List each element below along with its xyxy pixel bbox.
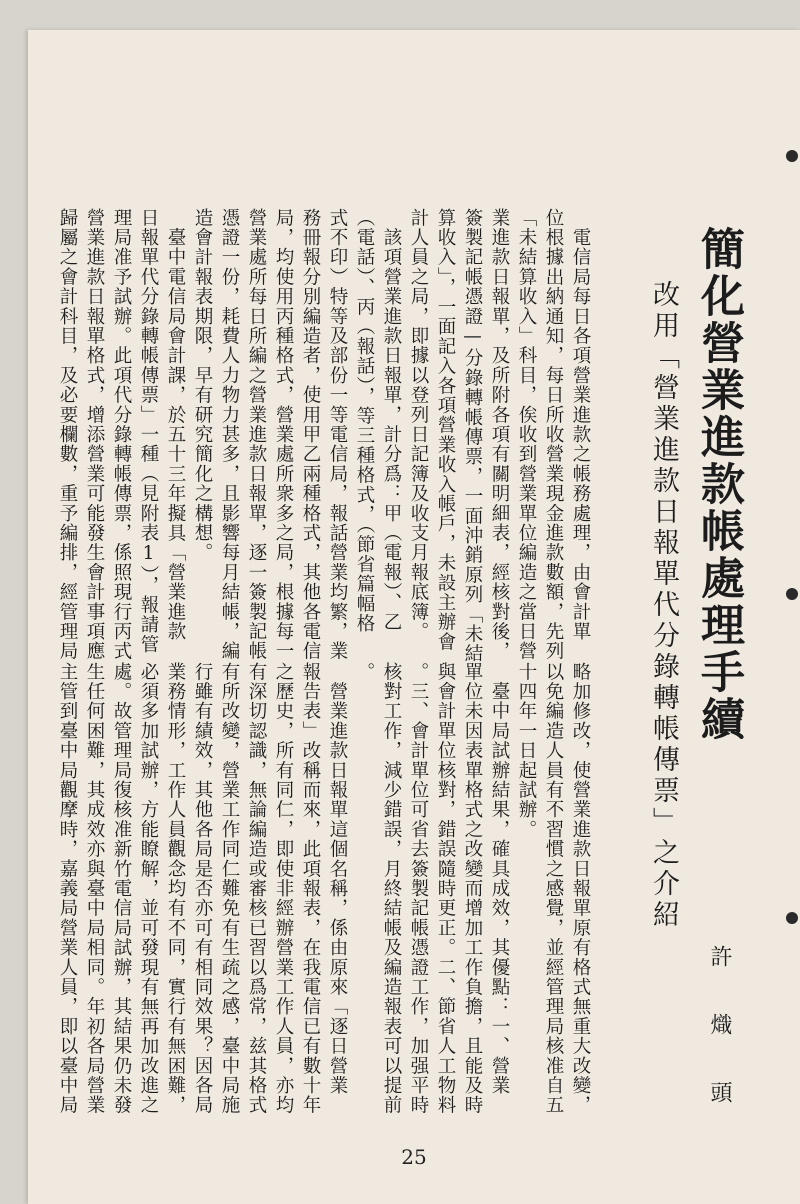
text-column: 營業處所每日所編之營業進款日報單，逐一簽製記帳 [246,208,267,662]
binding-hole [786,588,798,600]
text-column: 核對工作，減少錯誤，月終結帳及編造報表可以提前 [381,662,402,1116]
text-column: 臺中局試辦結果，確具成效，其優點：一、營業 [489,662,510,1096]
text-column: 業進款日報單，及所附各項有關明細表，經核對後， [489,208,510,662]
text-column: 有深切認識，無論編造或審核已習以爲常，兹其格式 [246,662,267,1116]
text-column: 主管到臺中局觀摩時，嘉義局營業人員，即以臺中局 [57,662,78,1116]
text-column: 單位未因表單格式之改變而增加工作負擔，且能及時 [462,662,483,1116]
text-column: 理局准予試辦。此項代分錄轉帳傳票，係照現行丙式 [111,208,132,662]
text-column: 「未結算收入」科目，俟收到營業單位編造之當日營 [516,208,537,662]
text-column: 。 [354,662,375,682]
text-column: 計人員之局，即據以登列日記簿及收支月報底簿。 [408,208,429,642]
text-column: 憑證一份，耗費人力物力甚多，且影響每月結帳，編 [219,208,240,662]
text-column: 營業進款日報單格式，增添營業可能發生會計事項應 [84,208,105,662]
text-column: 歸屬之會計科目，及必要欄數，重予編排，經管理局 [57,208,78,662]
text-column: 電信局每日各項營業進款之帳務處理，由會計單 [570,208,591,642]
text-column: 業務情形，工作人員觀念均有不同，實行有無困難， [165,662,186,1116]
text-column: 算收入」，一面記入各項營業收入帳戶，未設主辦會 [435,208,456,652]
text-column: 十四年一日起試辦。 [516,662,537,840]
text-column: 必須多加試辦，方能瞭解，並可發現有無再加改進之 [138,662,159,1116]
document-page [28,30,800,1204]
text-column: 位根據出納通知，每日所收營業現金進款數額，先列 [543,208,564,662]
text-column: 略加修改，使營業進款日報單原有格式無重大改變， [570,662,591,1116]
text-column: 生任何困難，其成效亦與臺中局相同。年初各局營業 [84,662,105,1116]
upper-text-block [54,208,594,664]
text-column: 式不印）特等及部份一等電信局，報話營業均繁，業 [327,208,348,662]
text-column: 有所改變，營業工作同仁難免有生疏之感，臺中局施 [219,662,240,1116]
lower-text-block [54,662,594,1122]
text-column: 臺中電信局會計課，於五十三年擬具「營業進款 [165,208,186,642]
page-number: 25 [401,1145,427,1169]
binding-hole [786,912,798,924]
text-column: 造會計報表期限，早有研究簡化之構想。 [192,208,213,563]
article-title: 簡化營業進款帳處理手續 [693,226,744,743]
text-column: 簽製記帳憑證—分錄轉帳傳票，一面沖銷原列「未結 [462,208,483,664]
text-column: 營業進款日報單這個名稱，係由原來「逐日營業 [327,662,348,1096]
text-column: 行雖有績效，其他各局是否亦可有相同效果？因各局 [192,662,213,1116]
article-subtitle: 改用「營業進款日報單代分錄轉帳傳票」之介紹 [648,280,679,931]
text-column: 報告表」改稱而來，此項報表，在我電信已有數十年 [300,662,321,1116]
text-column: 該項營業進款日報單，計分爲：甲（電報）、乙 [381,208,402,633]
text-column: 以免編造人員有不習慣之感覺，並經管理局核准自五 [543,662,564,1116]
text-column: （電話）、丙（報話），等三種格式，（節省篇幅格 [354,208,375,634]
text-column: 與會計單位核對，錯誤隨時更正。二、節省人工物料 [435,662,456,1116]
text-column: 。三、會計單位可省去簽製記帳憑證工作，加强平時 [408,662,429,1116]
binding-hole [786,150,798,162]
text-column: 之歷史，所有同仁，即使非經辦營業工作人員，亦均 [273,662,294,1116]
text-column: 日報單代分錄轉帳傳票」一種（見附表1），報請管 [138,208,159,655]
text-column: 局，均使用丙種格式，營業處所衆多之局，根據每一 [273,208,294,662]
text-column: 務冊報分別編造者，使用甲乙兩種格式，其他各電信 [300,208,321,662]
author-name: 許 熾 頭 [707,945,732,1115]
text-column: 處。故管理局復核准新竹電信局試辦，其結果仍未發 [111,662,132,1116]
